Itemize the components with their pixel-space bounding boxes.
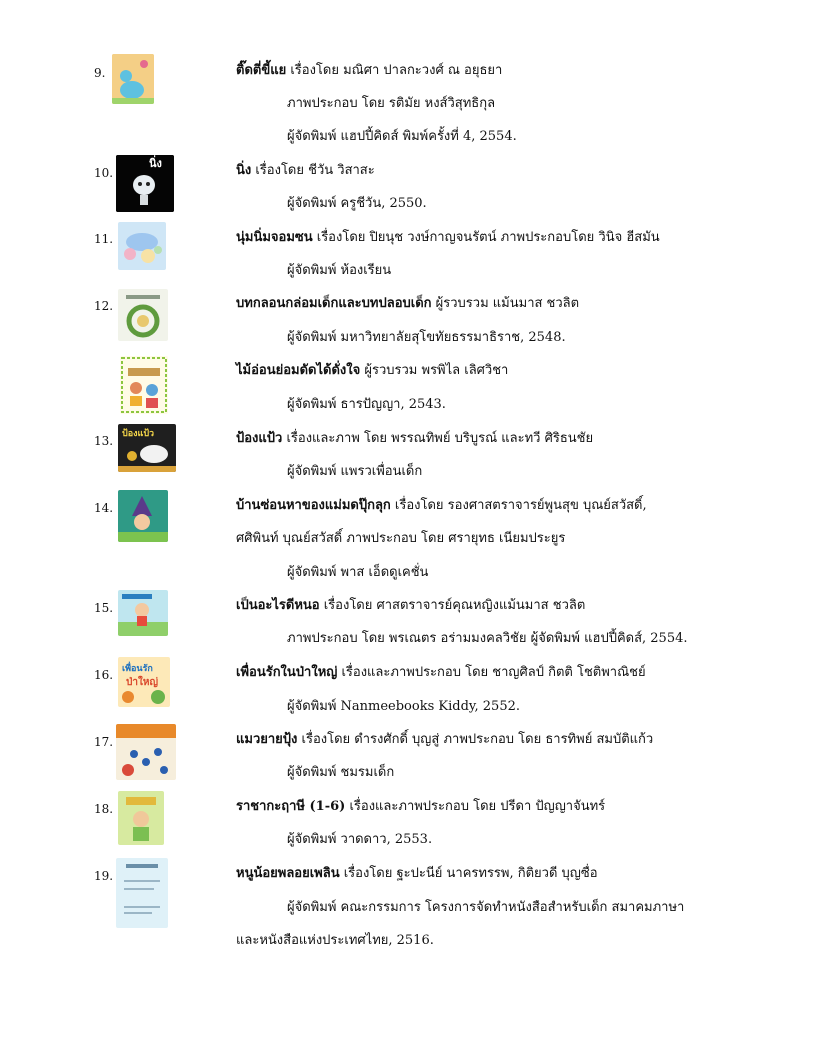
entry-citation [236, 865, 598, 883]
book-title: เพื่อนรักในป่าใหญ่ [236, 665, 338, 680]
entry-number: 16. [94, 668, 114, 682]
book-title: หนูน้อยพลอยเพลิน [236, 866, 340, 881]
entry-citation [236, 731, 653, 749]
entry-number: 19. [94, 869, 114, 883]
svg-text:ป่าใหญ่: ป่าใหญ่ [126, 677, 158, 688]
entry-detail-line: ศศิพินท์ บุณย์สวัสดิ์ ภาพประกอบ โดย ศรายุทธ เนียมประยูร [236, 531, 566, 546]
book-authors: เรื่องและภาพประกอบ โดย ปรีดา ปัญญาจันทร์ [345, 799, 606, 814]
entry-detail-line: ผู้จัดพิมพ์ Nanmeebooks Kiddy, 2552. [287, 699, 520, 714]
book-authors: เรื่องโดย ชีวัน วิสาสะ [251, 163, 375, 178]
cloud-cover-icon [118, 222, 166, 270]
children-cover-icon [120, 356, 168, 414]
wreath-cover-icon [118, 289, 168, 341]
entry-detail-line: ผู้จัดพิมพ์ พาส เอ็ดดูเคชั่น [287, 565, 429, 580]
book-authors: ผู้รวบรวม พรพิไล เลิศวิชา [360, 363, 509, 378]
book-title: เป็นอะไรดีหนอ [236, 598, 320, 613]
book-title: บ้านซ่อนหาของแม่มดปุ๊กลุก [236, 498, 391, 513]
book-authors: ผู้รวบรวม แม้นมาส ชวลิต [431, 296, 580, 311]
entry-citation [236, 798, 605, 816]
entry-detail-line: ผู้จัดพิมพ์ มหาวิทยาลัยสุโขทัยธรรมาธิราช, 2548. [287, 330, 566, 345]
document-cover-icon [116, 858, 168, 928]
book-authors: เรื่องโดย รองศาสตราจารย์พูนสุข บุณย์สวัสดิ์, [390, 498, 647, 513]
book-authors: เรื่องและภาพประกอบ โดย ชาญศิลป์ กิตติ โชติพาณิชย์ [337, 665, 646, 680]
book-authors: เรื่องโดย ศาสตราจารย์คุณหญิงแม้นมาส ชวลิต [319, 598, 586, 613]
entry-number: 14. [94, 501, 114, 515]
entry-detail-line: ผู้จัดพิมพ์ แฮปปี้คิดส์ พิมพ์ครั้งที่ 4, 2554. [287, 129, 517, 144]
entry-citation [236, 664, 646, 682]
entry-detail-line: และหนังสือแห่งประเทศไทย, 2516. [236, 933, 434, 948]
entry-number: 13. [94, 434, 114, 448]
entry-detail-line: ผู้จัดพิมพ์ ห้องเรียน [287, 263, 392, 278]
svg-text:นิ่ง: นิ่ง [149, 157, 162, 170]
entry-detail-line: ผู้จัดพิมพ์ วาดดาว, 2553. [287, 832, 433, 847]
book-title: ป้องแป้ว [236, 431, 283, 446]
entry-citation [236, 497, 647, 515]
character-cover-icon [116, 155, 174, 212]
cat-cover-icon [116, 724, 176, 780]
book-authors: เรื่องโดย มณิศา ปาลกะวงศ์ ณ อยุธยา [286, 63, 503, 78]
entry-citation [236, 430, 593, 448]
entry-number: 18. [94, 802, 114, 816]
book-title: บทกลอนกล่อมเด็กและบทปลอบเด็ก [236, 296, 432, 311]
entry-detail-line: ผู้จัดพิมพ์ ครูชีวัน, 2550. [287, 196, 427, 211]
entry-detail-line: ผู้จัดพิมพ์ ชมรมเด็ก [287, 765, 395, 780]
entry-number: 12. [94, 299, 114, 313]
book-authors: เรื่องโดย ปิยนุช วงษ์กาญจนรัตน์ ภาพประกอบโดย วินิจ ฮีสมัน [312, 230, 660, 245]
entry-citation [236, 362, 508, 380]
svg-text:ป้องแป้ว: ป้องแป้ว [122, 429, 155, 439]
book-title: ติ๊ดตี่ขี้แย [236, 63, 287, 78]
book-authors: เรื่องและภาพ โดย พรรณทิพย์ บริบูรณ์ และทวี ศิริธนชัย [282, 431, 594, 446]
bird-cover-icon [118, 424, 176, 472]
entry-citation [236, 229, 660, 247]
book-title: นุ่มนิ่มจอมซน [236, 230, 313, 245]
dinosaur-cover-icon [112, 54, 154, 104]
book-title: แมวยายปุ้ง [236, 732, 298, 747]
entry-number: 10. [94, 166, 114, 180]
book-title: นิ่ง [236, 163, 252, 178]
entry-detail-line: ภาพประกอบ โดย พรเณตร อร่ามมงคลวิชัย ผู้จัดพิมพ์ แฮปปี้คิดส์, 2554. [287, 631, 688, 646]
child-cover-icon [118, 590, 168, 636]
entry-citation [236, 295, 579, 313]
witch-cover-icon [118, 490, 168, 542]
entry-citation [236, 62, 502, 80]
svg-text:เพื่อนรัก: เพื่อนรัก [122, 664, 153, 674]
entry-detail-line: ผู้จัดพิมพ์ คณะกรรมการ โครงการจัดทำหนังสือสำหรับเด็ก สมาคมภาษา [287, 900, 685, 915]
entry-detail-line: ผู้จัดพิมพ์ แพรวเพื่อนเด็ก [287, 464, 423, 479]
book-title: ราชากะฤาษี (1-6) [236, 799, 346, 814]
forest-cover-icon [118, 657, 170, 707]
entry-number: 9. [94, 66, 106, 80]
book-title: ไม้อ่อนย่อมดัดได้ดั่งใจ [236, 363, 361, 378]
entry-number: 11. [94, 232, 114, 246]
king-cover-icon [118, 791, 164, 845]
book-authors: เรื่องโดย ฐะปะนีย์ นาครทรรพ, กิติยวดี บุญซื่อ [339, 866, 598, 881]
entry-detail-line: ผู้จัดพิมพ์ ธารปัญญา, 2543. [287, 397, 446, 412]
entry-number: 17. [94, 735, 114, 749]
entry-detail-line: ภาพประกอบ โดย รติมัย หงส์วิสุทธิกุล [287, 96, 496, 111]
entry-citation [236, 597, 585, 615]
entry-citation [236, 162, 375, 180]
entry-number: 15. [94, 601, 114, 615]
book-authors: เรื่องโดย ดำรงศักดิ์ บุญสู่ ภาพประกอบ โดย ธารทิพย์ สมบัติแก้ว [297, 732, 654, 747]
